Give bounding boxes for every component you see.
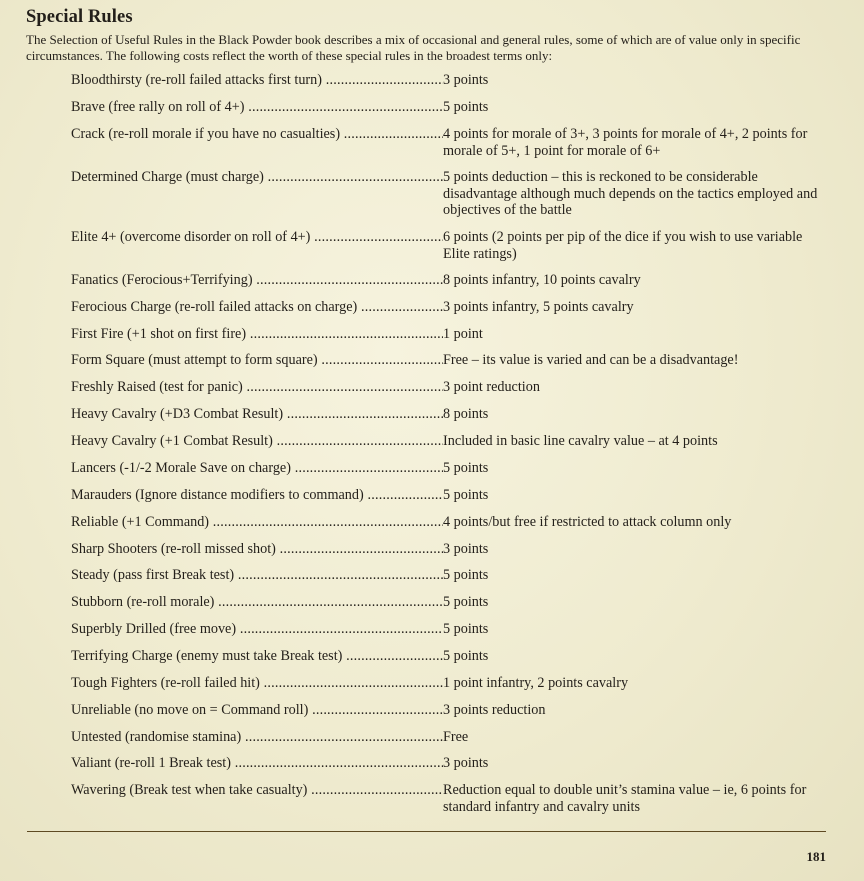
rule-name: Marauders (Ignore distance modifiers to command) ..... (71, 487, 443, 504)
rule-cost: 3 points infantry, 5 points cavalry (443, 299, 634, 315)
rule-cost: 5 points (443, 487, 489, 503)
rule-cost: 5 points (443, 648, 489, 664)
rule-name: Ferocious Charge (re-roll failed attacks on charge) ..... (71, 299, 443, 316)
rule-name: Wavering (Break test when take casualty) ..... (71, 782, 443, 799)
rule-cost: 3 point reduction (443, 379, 540, 395)
rule-cost: Reduction equal to double unit’s stamina value – ie, 6 points for standard infantry and cavalry units (443, 782, 807, 815)
rule-cost: 6 points (2 points per pip of the dice if you wish to use variable Elite ratings) (443, 229, 803, 262)
rule-name: Bloodthirsty (re-roll failed attacks first turn) ..... (71, 72, 443, 89)
rule-cost: Free – its value is varied and can be a disadvantage! (443, 352, 739, 368)
rule-cost: 1 point infantry, 2 points cavalry (443, 675, 629, 691)
rule-name: Determined Charge (must charge) ..... (71, 169, 443, 186)
rule-name: Stubborn (re-roll morale) ..... (71, 594, 443, 611)
rule-cost: 5 points (443, 567, 489, 583)
rule-cost: 5 points (443, 460, 489, 476)
rule-cost: 4 points/but free if restricted to attack column only (443, 514, 732, 530)
rule-name: Steady (pass first Break test) ..... (71, 567, 443, 584)
rule-name: Terrifying Charge (enemy must take Break test) ..... (71, 648, 443, 665)
rule-name: Freshly Raised (test for panic) ..... (71, 379, 443, 396)
rule-name: Elite 4+ (overcome disorder on roll of 4+) ..... (71, 229, 443, 246)
rule-cost: 3 points (443, 755, 489, 771)
footer-divider (27, 831, 826, 832)
page-number: 181 (806, 849, 826, 864)
intro-paragraph: The Selection of Useful Rules in the Black Powder book describes a mix of occasional and general rules, some of which are of value only in specific circumstances. The following costs reflect the worth of these special rules in the broadest terms only: (26, 32, 801, 63)
rule-name: Tough Fighters (re-roll failed hit) ..... (71, 675, 443, 692)
rule-cost: 3 points (443, 72, 489, 88)
rule-cost: 5 points (443, 594, 489, 610)
rule-name: Form Square (must attempt to form square) ..... (71, 352, 443, 369)
rule-name: First Fire (+1 shot on first fire) ..... (71, 326, 443, 343)
rule-name: Fanatics (Ferocious+Terrifying) ..... (71, 272, 443, 289)
rule-name: Reliable (+1 Command) ..... (71, 514, 443, 531)
rule-name: Sharp Shooters (re-roll missed shot) ..... (71, 541, 443, 558)
rule-name: Superbly Drilled (free move) ..... (71, 621, 443, 638)
rule-name: Brave (free rally on roll of 4+) ..... (71, 99, 443, 116)
section-title: Special Rules (26, 7, 133, 27)
rule-name: Valiant (re-roll 1 Break test) ..... (71, 755, 443, 772)
rule-cost: 5 points (443, 99, 489, 115)
rule-name: Untested (randomise stamina) ..... (71, 729, 443, 746)
rule-cost: 5 points (443, 621, 489, 637)
rule-name: Lancers (-1/-2 Morale Save on charge) ..... (71, 460, 443, 477)
rule-cost: 1 point (443, 326, 483, 342)
rule-name: Heavy Cavalry (+1 Combat Result) ..... (71, 433, 443, 450)
rule-name: Crack (re-roll morale if you have no casualties) ..... (71, 126, 443, 143)
rule-name: Unreliable (no move on = Command roll) ..... (71, 702, 443, 719)
rule-cost: 8 points (443, 406, 489, 422)
rule-cost: 3 points reduction (443, 702, 546, 718)
rule-cost: 5 points deduction – this is reckoned to be considerable disadvantage although much depends on the tactics employed and objectives of the battle (443, 169, 818, 218)
rule-cost: 8 points infantry, 10 points cavalry (443, 272, 641, 288)
rule-cost: Free (443, 729, 469, 745)
rule-cost: 4 points for morale of 3+, 3 points for morale of 4+, 2 points for morale of 5+, 1 point for morale of 6+ (443, 126, 808, 159)
rule-cost: Included in basic line cavalry value – at 4 points (443, 433, 718, 449)
rule-cost: 3 points (443, 541, 489, 557)
rule-name: Heavy Cavalry (+D3 Combat Result) ..... (71, 406, 443, 423)
